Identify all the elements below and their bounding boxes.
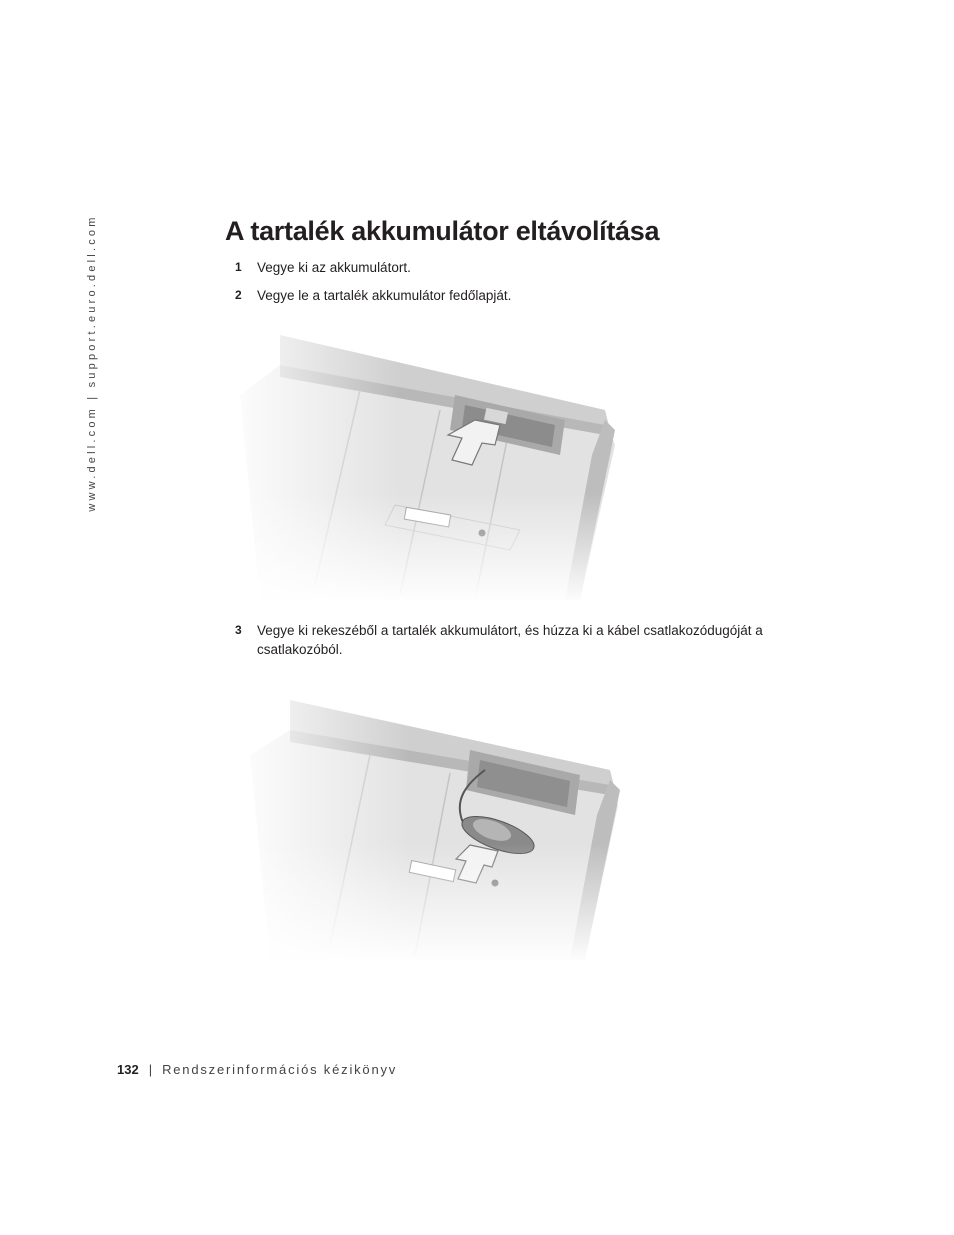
step-text: Vegye ki az akkumulátort.: [257, 260, 411, 275]
side-url-text: www.dell.com | support.euro.dell.com: [86, 214, 98, 512]
step-number: 1: [235, 260, 242, 274]
step-text: Vegye ki rekeszéből a tartalék akkumulátort, és húzza ki a kábel csatlakozódugóját a csatlakozóból.: [257, 623, 763, 657]
side-url-banner: [84, 214, 100, 512]
step-text: Vegye le a tartalék akkumulátor fedőlapját.: [257, 288, 512, 303]
book-title: Rendszerinformációs kézikönyv: [162, 1062, 398, 1077]
page-title: A tartalék akkumulátor eltávolítása: [225, 216, 660, 246]
step-number: 2: [235, 288, 242, 302]
footer-separator: |: [148, 1062, 153, 1077]
step-1: [235, 258, 795, 277]
page-number: 132: [117, 1062, 139, 1077]
battery-cable-disconnect-illustration: [230, 695, 630, 965]
step-2: [235, 286, 795, 305]
battery-cover-removal-illustration: [220, 325, 620, 605]
step-number: 3: [235, 623, 242, 637]
step-3: [235, 621, 805, 659]
page-footer: [117, 1062, 397, 1077]
